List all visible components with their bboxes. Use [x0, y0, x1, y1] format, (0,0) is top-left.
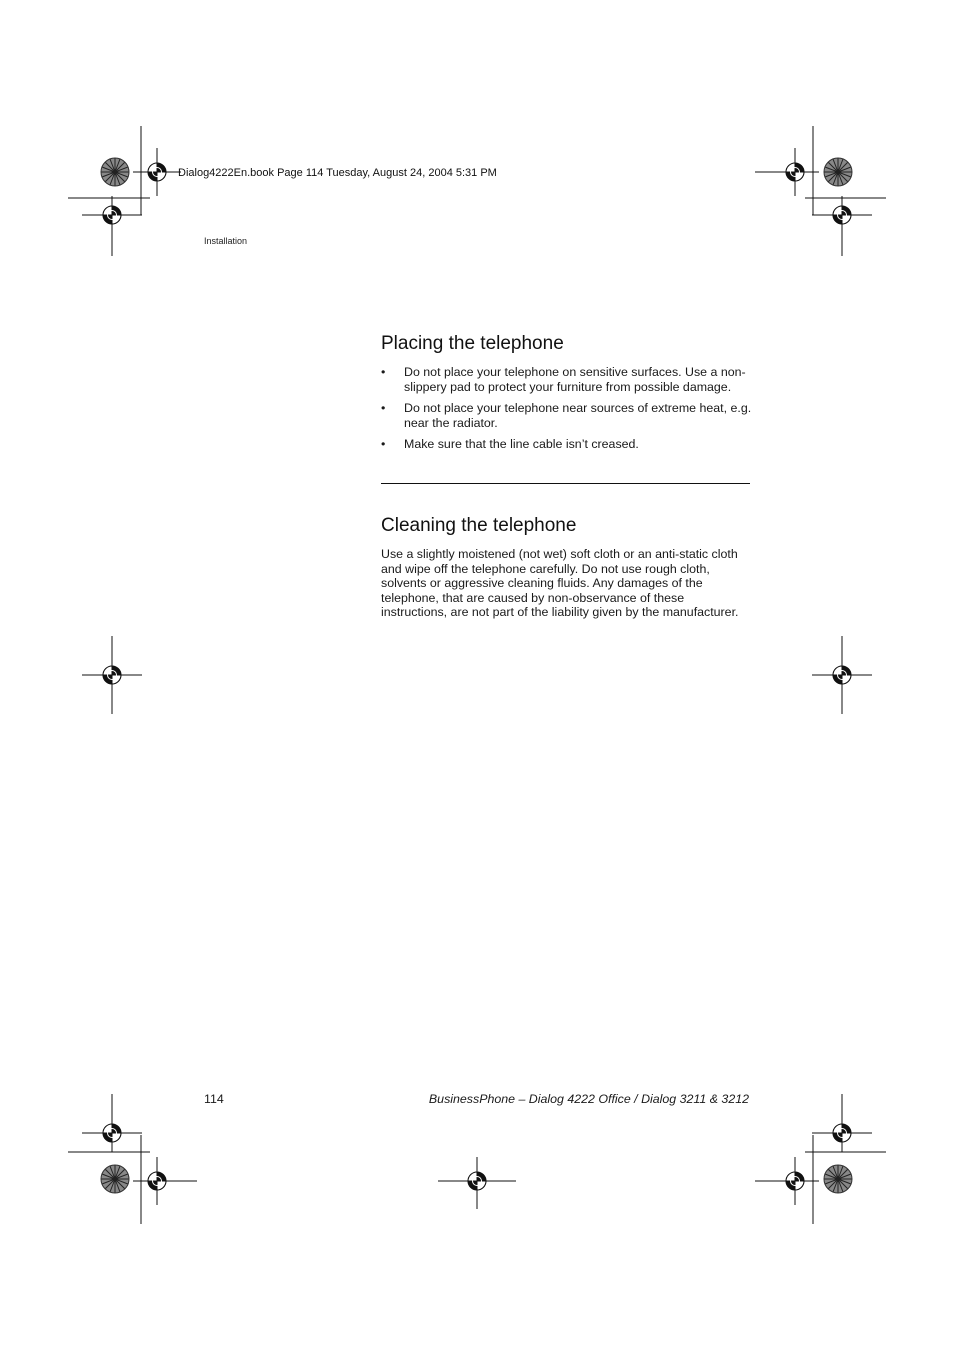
- section-divider: [381, 483, 750, 484]
- bullet-icon: •: [381, 365, 386, 379]
- footer-title: BusinessPhone – Dialog 4222 Office / Dialog 3211 & 3212: [428, 1092, 749, 1106]
- list-item-text: Make sure that the line cable isn’t creased.: [404, 437, 639, 451]
- bullet-icon: •: [381, 437, 386, 451]
- bullet-icon: •: [381, 401, 386, 415]
- page-number: 114: [204, 1092, 224, 1106]
- print-header-info: Dialog4222En.book Page 114 Tuesday, August 24, 2004 5:31 PM: [178, 167, 497, 179]
- list-item-text: Do not place your telephone on sensitive surfaces. Use a non-slippery pad to protect your furniture from possible damage.: [404, 365, 746, 394]
- section-label: Installation: [204, 236, 248, 246]
- placing-heading: Placing the telephone: [381, 333, 564, 354]
- list-item: [381, 365, 753, 395]
- list-item: [381, 401, 753, 431]
- cleaning-paragraph: Use a slightly moistened (not wet) soft cloth or an anti-static cloth and wipe off the telephone carefully. Do not use rough cloth, solvents or aggressive cleaning fluids. Any damages of the telephone, that are caused by non-observance of these instructions, are not part of the liability given by the manufacturer.: [381, 547, 739, 620]
- list-item-text: Do not place your telephone near sources of extreme heat, e.g. near the radiator.: [404, 401, 752, 430]
- placing-bullet-list: [381, 365, 753, 458]
- cleaning-heading: Cleaning the telephone: [381, 515, 577, 536]
- list-item: [381, 437, 753, 452]
